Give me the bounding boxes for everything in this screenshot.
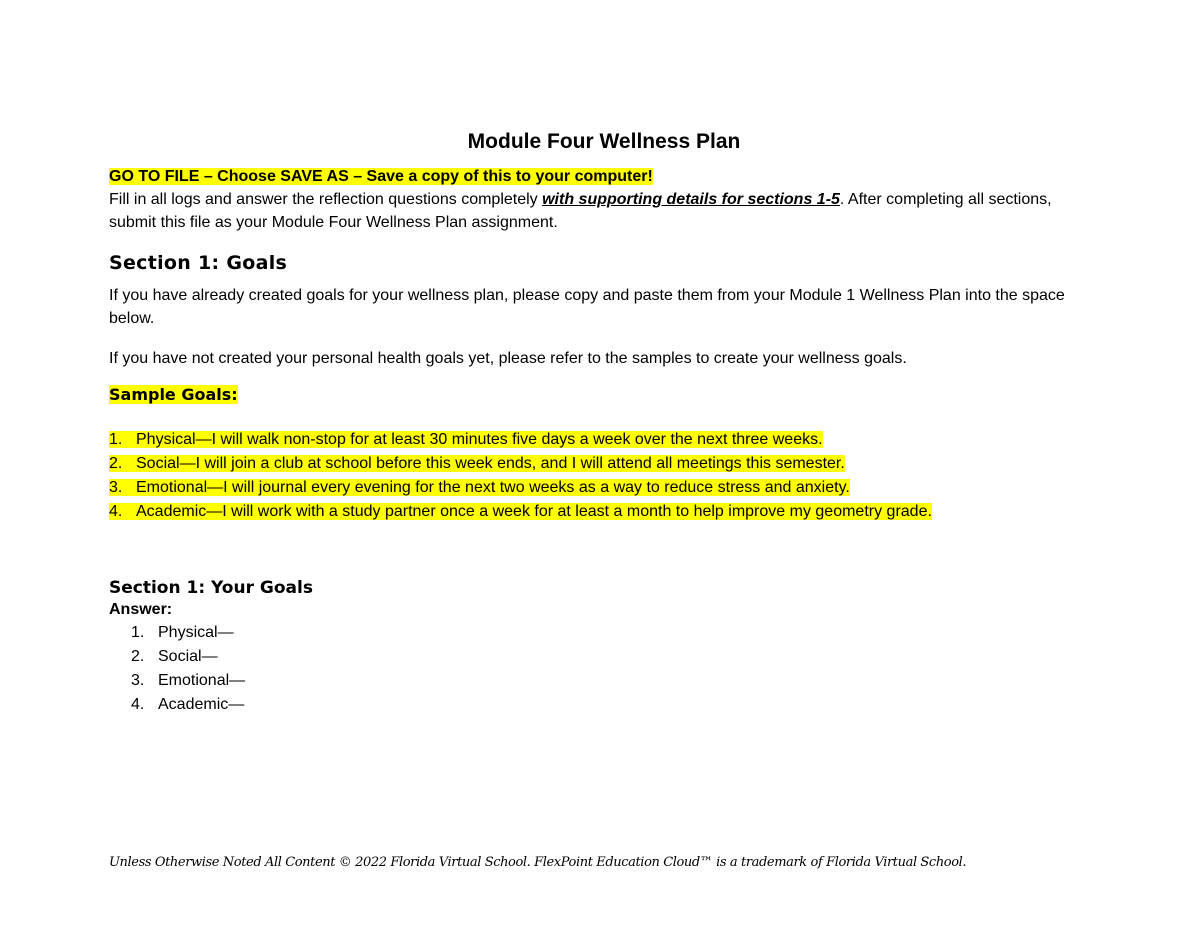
sample-goals-label-text: Sample Goals: — [109, 385, 238, 404]
your-goals-heading: Section 1: Your Goals — [109, 578, 313, 598]
section1-heading: Section 1: Goals — [109, 252, 288, 274]
sample-goal-text: Academic—I will work with a study partner once a week for at least a month to help improve my geometry grade. — [136, 503, 932, 520]
instruction-text-before: Fill in all logs and answer the reflection questions completely — [109, 191, 543, 208]
sample-goals-label — [109, 384, 238, 406]
sample-goal-text: Emotional—I will journal every evening for the next two weeks as a way to reduce stress and anxiety. — [136, 479, 850, 496]
list-item[interactable] — [131, 645, 245, 669]
instruction-emphasis: with supporting details for sections 1-5 — [542, 191, 840, 208]
section1-paragraph-2: If you have not created your personal health goals yet, please refer to the samples to create your wellness goals. — [109, 350, 907, 367]
instruction-text-after: . After completing all sections, submit this file as your Module Four Wellness Plan assignment. — [109, 191, 1052, 231]
goal-answer-emotional[interactable]: Emotional— — [158, 672, 246, 689]
list-item[interactable] — [131, 669, 245, 693]
your-goals-list[interactable] — [131, 621, 245, 717]
list-item — [109, 428, 932, 452]
goal-answer-academic[interactable]: Academic— — [158, 696, 245, 713]
list-item[interactable] — [131, 693, 245, 717]
document-title: Module Four Wellness Plan — [467, 130, 741, 153]
list-item — [109, 476, 932, 500]
sample-goals-list — [109, 428, 932, 524]
list-number: 1. — [109, 431, 123, 448]
goal-answer-social[interactable]: Social— — [158, 648, 218, 665]
list-number: 3. — [131, 672, 145, 689]
list-item — [109, 452, 932, 476]
answer-label: Answer: — [109, 601, 173, 618]
list-number: 2. — [131, 648, 145, 665]
instructions — [109, 165, 1094, 234]
goal-answer-physical[interactable]: Physical— — [158, 624, 234, 641]
list-item — [109, 500, 932, 524]
list-number: 2. — [109, 455, 123, 472]
section1-paragraph-1: If you have already created goals for your wellness plan, please copy and paste them from your Module 1 Wellness Plan into the space below. — [109, 287, 1065, 327]
list-number: 3. — [109, 479, 123, 496]
list-item[interactable] — [131, 621, 245, 645]
list-number: 4. — [131, 696, 145, 713]
list-number: 4. — [109, 503, 123, 520]
copyright-footer: Unless Otherwise Noted All Content © 2022 Florida Virtual School. FlexPoint Education Cloud™ is a trademark of Florida Virtual School. — [109, 855, 967, 870]
sample-goal-text: Social—I will join a club at school before this week ends, and I will attend all meetings this semester. — [136, 455, 845, 472]
sample-goal-text: Physical—I will walk non-stop for at least 30 minutes five days a week over the next three weeks. — [136, 431, 823, 448]
list-number: 1. — [131, 624, 145, 641]
save-instruction-highlight: GO TO FILE – Choose SAVE AS – Save a copy of this to your computer! — [109, 168, 653, 185]
